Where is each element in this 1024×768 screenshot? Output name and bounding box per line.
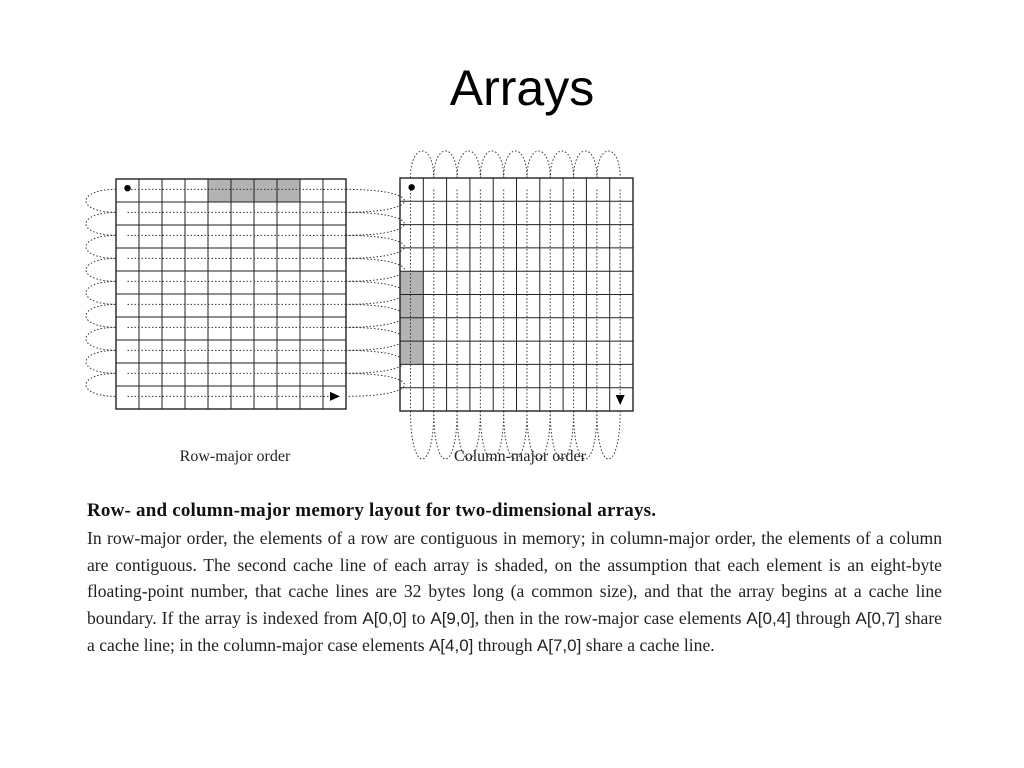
shaded-cache-line-cell [400, 295, 423, 318]
row-wrap-loop [346, 189, 405, 212]
caption-text: through [790, 607, 856, 628]
row-wrap-loop [346, 327, 405, 350]
row-wrap-loop [346, 258, 405, 281]
caption-text: , then in the row-major case elements [474, 607, 747, 628]
row-wrap-loop [86, 281, 116, 304]
shaded-cache-line-cell [231, 179, 254, 202]
caption-text: In row-major order, the elements of a row are contiguous in memory; in column-major order, the elements of a column are contiguous. The second cache line of each array is shaded, on the assumption that each element is an eight-byte floating-point number, that cache lines are 32 bytes long (a common size), and that the array begins at a cache line boundary. If the array is indexed from [87, 528, 942, 628]
caption-heading: Row- and column-major memory layout for two-dimensional arrays. [87, 500, 657, 521]
column-wrap-loop [504, 151, 527, 178]
code-index: A[0,0] [362, 608, 407, 628]
column-wrap-loop [480, 151, 503, 178]
shaded-cache-line-cell [400, 271, 423, 294]
code-index: A[4,0] [428, 636, 474, 655]
column-major-diagram [400, 151, 633, 459]
caption-body [87, 525, 942, 660]
column-wrap-loop [457, 151, 480, 178]
code-index: A[7,0] [536, 636, 582, 655]
start-dot [124, 185, 130, 191]
caption-text: through [473, 635, 537, 655]
shaded-cache-line-cell [254, 179, 277, 202]
shaded-cache-line-cell [277, 179, 300, 202]
shaded-cache-line-cell [400, 341, 423, 364]
row-wrap-loop [346, 350, 405, 373]
column-major-caption: Column-major order [454, 448, 586, 465]
row-wrap-loop [86, 189, 116, 212]
shaded-cache-line-cell [208, 179, 231, 202]
start-dot [408, 184, 414, 190]
row-major-diagram [86, 179, 405, 409]
row-wrap-loop [86, 235, 116, 258]
arrow-down-icon [616, 395, 625, 405]
figure-caption [87, 497, 957, 660]
column-wrap-loop [597, 151, 620, 178]
row-wrap-loop [346, 373, 405, 396]
caption-text: to [406, 607, 431, 628]
row-wrap-loop [86, 212, 116, 235]
code-index: A[9,0] [430, 608, 475, 628]
code-index: A[0,4] [746, 608, 791, 628]
row-wrap-loop [346, 235, 405, 258]
row-wrap-loop [86, 258, 116, 281]
row-major-caption: Row-major order [179, 448, 291, 465]
shaded-cache-line-cell [400, 318, 423, 341]
caption-text: share a cache line. [581, 635, 715, 655]
caption-text: share a cache line; in the column-major case elements [87, 607, 942, 655]
code-index: A[0,7] [855, 608, 900, 628]
row-wrap-loop [86, 304, 116, 327]
row-wrap-loop [346, 212, 405, 235]
column-wrap-loop [574, 151, 597, 178]
row-wrap-loop [346, 281, 405, 304]
slide-title: Arrays [449, 60, 595, 116]
column-wrap-loop [550, 151, 573, 178]
column-wrap-loop [527, 151, 550, 178]
row-wrap-loop [346, 304, 405, 327]
arrow-right-icon [330, 392, 340, 401]
column-wrap-loop [434, 151, 457, 178]
row-wrap-loop [86, 350, 116, 373]
row-wrap-loop [86, 327, 116, 350]
column-wrap-loop [410, 151, 433, 178]
row-wrap-loop [86, 373, 116, 396]
